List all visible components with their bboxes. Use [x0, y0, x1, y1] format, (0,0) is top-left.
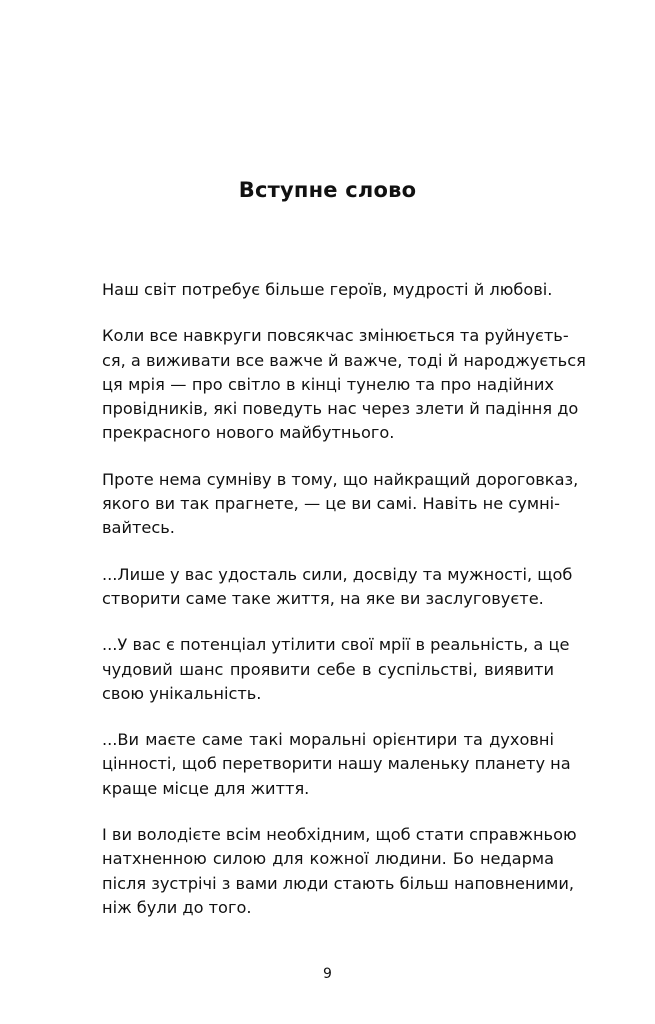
text-line: чудовий шанс проявити себе в суспільстві, виявити	[102, 659, 554, 679]
page-title: Вступне слово	[238, 178, 417, 202]
paragraph	[102, 823, 577, 920]
page-number: 9	[323, 966, 332, 982]
text-line: цінності, щоб перетворити нашу маленьку планету на	[102, 754, 571, 774]
paragraph	[102, 728, 571, 801]
text-line: прекрасного нового майбутнього.	[102, 423, 395, 443]
paragraph	[102, 324, 586, 445]
text-line: ніж були до того.	[102, 897, 252, 917]
text-line: ця мрія — про світло в кінці тунелю та про надійних	[102, 374, 554, 394]
text-line: натхненною силою для кожної людини. Бо недарма	[102, 849, 554, 869]
text-line: ...У вас є потенціал утілити свої мрії в реальність, а це	[102, 635, 570, 655]
text-line: провідників, які поведуть нас через злети й падіння до	[102, 399, 579, 419]
body-text	[102, 278, 586, 942]
text-line: після зустрічі з вами люди стають більш наповненими,	[102, 873, 574, 893]
text-line: якого ви так прагнете, — це ви самі. Навіть не сумні-	[102, 494, 560, 514]
paragraph	[102, 563, 573, 612]
paragraph	[102, 468, 579, 541]
text-line: створити саме таке життя, на яке ви заслуговуєте.	[102, 588, 544, 608]
text-line: ...Ви маєте саме такі моральні орієнтири та духовні	[102, 730, 554, 750]
text-line: Наш світ потребує більше героїв, мудрості й любові.	[102, 280, 553, 299]
text-line: ...Лише у вас удосталь сили, досвіду та мужності, щоб	[102, 564, 573, 584]
text-line: вайтесь.	[102, 518, 175, 538]
text-line: свою унікальність.	[102, 683, 262, 703]
text-line: краще місце для життя.	[102, 778, 310, 798]
paragraph	[102, 633, 570, 706]
text-line: І ви володієте всім необхідним, щоб стати справжньою	[102, 825, 577, 845]
text-line: ся, а виживати все важче й важче, тоді й народжується	[102, 350, 586, 370]
text-line: Проте нема сумніву в тому, що найкращий дороговказ,	[102, 469, 579, 489]
text-line: Коли все навкруги повсякчас змінюється та руйнуєть-	[102, 326, 569, 346]
paragraph	[102, 278, 554, 302]
